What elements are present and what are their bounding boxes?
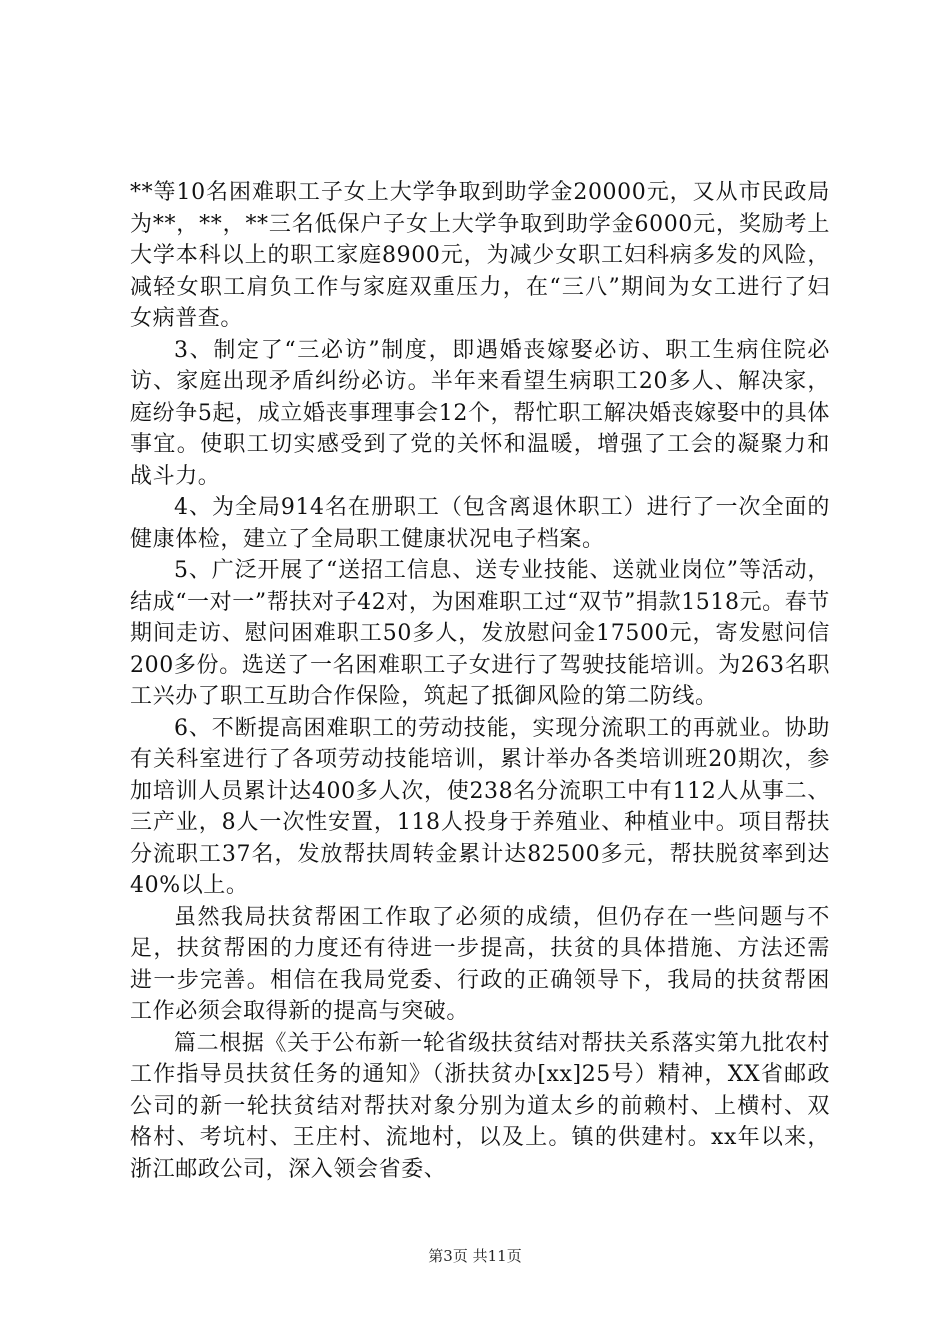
paragraph-5: 6、不断提高困难职工的劳动技能，实现分流职工的再就业。协助有关科室进行了各项劳动技能培训，累计举办各类培训班20期次，参加培训人员累计达400多人次，使238名分流职工中有112人从事二、三产业，8人一次性安置，118人投身于养殖业、种植业中。项目帮扶分流职工37名，发放帮扶周转金累计达82500多元，帮扶脱贫率到达40%以上。: [130, 715, 830, 898]
paragraph-4: 5、广泛开展了“送招工信息、送专业技能、送就业岗位”等活动，结成“一对一”帮扶对子42对，为困难职工过“双节”捐款1518元。春节期间走访、慰问困难职工50多人，发放慰问金17500元，寄发慰问信200多份。选送了一名困难职工子女进行了驾驶技能培训。为263名职工兴办了职工互助合作保险，筑起了抵御风险的第二防线。: [130, 558, 830, 709]
paragraph-1: **等10名困难职工子女上大学争取到助学金20000元，又从市民政局为**，**，**三名低保户子女上大学争取到助学金6000元，奖励考上大学本科以上的职工家庭8900元，为减少女职工妇科病多发的风险，减轻女职工肩负工作与家庭双重压力，在“三八”期间为女工进行了妇女病普查。: [130, 180, 830, 331]
paragraph-3: 4、为全局914名在册职工（包含离退休职工）进行了一次全面的健康体检，建立了全局职工健康状况电子档案。: [130, 495, 830, 552]
document-body: [130, 177, 830, 1185]
paragraph-7: 篇二根据《关于公布新一轮省级扶贫结对帮扶关系落实第九批农村工作指导员扶贫任务的通知》（浙扶贫办[xx]25号）精神，XX省邮政公司的新一轮扶贫结对帮扶对象分别为道太乡的前赖村、上横村、双格村、考坑村、王庄村、流地村，以及上。镇的供建村。xx年以来，浙江邮政公司，深入领会省委、: [130, 1030, 830, 1182]
page-footer: 第3页 共11页: [428, 1247, 522, 1265]
paragraph-6: 虽然我局扶贫帮困工作取了必须的成绩，但仍存在一些问题与不足，扶贫帮困的力度还有待进一步提高，扶贫的具体措施、方法还需进一步完善。相信在我局党委、行政的正确领导下，我局的扶贫帮困工作必须会取得新的提高与突破。: [130, 904, 830, 1024]
paragraph-2: 3、制定了“三必访”制度，即遇婚丧嫁娶必访、职工生病住院必访、家庭出现矛盾纠纷必访。半年来看望生病职工20多人、解决家，庭纷争5起，成立婚丧事理事会12个，帮忙职工解决婚丧嫁娶中的具体事宜。使职工切实感受到了党的关怀和温暖，增强了工会的凝聚力和战斗力。: [130, 337, 830, 489]
